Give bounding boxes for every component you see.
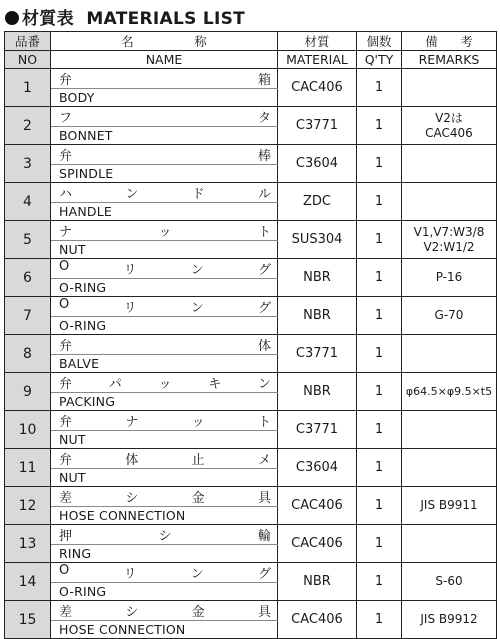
material: NBR [278,563,357,601]
table-row [5,525,497,545]
remarks [402,601,497,639]
remarks [402,563,497,601]
part-name-en-cell [51,545,278,563]
remarks-line: V1,V7:W3/8 [413,224,485,239]
quantity: 1 [357,221,402,259]
part-name-jp-char: フ [59,111,73,126]
quantity: 1 [357,563,402,601]
part-number: 1 [5,69,51,107]
part-number: 5 [5,221,51,259]
remarks [402,259,497,297]
part-name-jp-char: グ [257,567,271,582]
part-name-jp [51,525,278,545]
materials-table [4,31,497,639]
part-name-jp-char: ハ [59,187,73,202]
part-name-jp [51,259,278,279]
part-number: 4 [5,183,51,221]
quantity: 1 [357,259,402,297]
part-name-jp-char: キ [208,377,222,392]
part-name-jp-char: ン [190,567,204,582]
material: CAC406 [278,69,357,107]
part-name-jp-char: ッ [191,415,205,430]
remarks-line: JIS B9912 [420,612,478,626]
table-body [5,69,497,639]
table-row [5,373,497,393]
part-name-en-cell [51,355,278,373]
part-name-jp-char: 箱 [257,73,271,88]
table-row [5,221,497,241]
remarks-line: CAC406 [425,125,473,140]
part-name-en: NUT [59,432,86,447]
table-row [5,411,497,431]
part-name-jp-char: 差 [59,491,73,506]
table-row [5,259,497,279]
header-qty-en: Q'TY [357,51,402,69]
part-name-en: PACKING [59,394,116,409]
part-name-jp [51,69,278,89]
part-name-jp [51,487,278,507]
part-number: 13 [5,525,51,563]
material: C3771 [278,335,357,373]
part-name-jp-char: ト [257,415,271,430]
material: CAC406 [278,601,357,639]
part-name-en: O-RING [59,318,107,333]
part-name-jp-char: 体 [125,453,139,468]
part-name-en: O-RING [59,280,107,295]
table-row [5,601,497,621]
material: ZDC [278,183,357,221]
remarks-line: V2:W1/2 [423,239,475,254]
part-name-jp-char: 輪 [257,529,271,544]
remarks-line: S-60 [435,574,463,588]
header-material-jp: 材質 [278,32,357,51]
header-name-jp-2: 称 [194,34,207,49]
part-name-jp-char: メ [257,453,271,468]
material: C3604 [278,449,357,487]
part-name-jp-char: 具 [257,491,271,506]
quantity: 1 [357,601,402,639]
part-number: 8 [5,335,51,373]
part-number: 9 [5,373,51,411]
part-name-jp [51,449,278,469]
part-name-jp [51,221,278,241]
part-name-en: HOSE CONNECTION [59,508,186,523]
header-row-en [5,51,497,69]
part-number: 7 [5,297,51,335]
part-name-jp-char: 差 [59,605,73,620]
part-name-jp-char: ド [191,187,205,202]
part-name-jp-char: リ [123,263,137,278]
quantity: 1 [357,335,402,373]
part-name-jp [51,145,278,165]
header-remarks-jp [402,32,497,51]
header-remarks-jp-1: 備 [425,34,438,49]
part-name-jp-char: 金 [191,605,205,620]
part-name-jp-char: 弁 [59,377,73,392]
quantity: 1 [357,411,402,449]
table-row [5,145,497,165]
part-name-jp-char: O [59,297,70,312]
part-name-jp [51,411,278,431]
part-number: 6 [5,259,51,297]
part-name-jp-char: 金 [191,491,205,506]
part-name-en: BODY [59,90,95,105]
part-name-en-cell [51,279,278,297]
remarks [402,525,497,563]
part-name-en-cell [51,127,278,145]
part-name-en-cell [51,241,278,259]
part-name-jp-char: グ [257,263,271,278]
part-name-en: SPINDLE [59,166,114,181]
part-name-en-cell [51,431,278,449]
part-number: 12 [5,487,51,525]
remarks [402,145,497,183]
part-name-en-cell [51,317,278,335]
part-name-jp-char: ン [190,263,204,278]
part-name-jp-char: タ [257,111,271,126]
quantity: 1 [357,107,402,145]
part-name-jp [51,297,278,317]
part-name-jp [51,183,278,203]
part-name-jp-char: ン [257,377,271,392]
part-name-jp [51,563,278,583]
part-name-jp [51,107,278,127]
remarks [402,107,497,145]
part-name-en: HANDLE [59,204,112,219]
part-name-jp-char: ト [257,225,271,240]
quantity: 1 [357,183,402,221]
part-name-jp [51,601,278,621]
material: NBR [278,297,357,335]
quantity: 1 [357,525,402,563]
remarks [402,297,497,335]
remarks [402,183,497,221]
part-number: 3 [5,145,51,183]
part-name-jp-char: 弁 [59,73,73,88]
table-row [5,69,497,89]
part-name-jp-char: 弁 [59,453,73,468]
part-name-jp-char: ナ [125,415,139,430]
table-row [5,107,497,127]
table-row [5,183,497,203]
part-name-jp-char: シ [125,605,139,620]
part-name-en-cell [51,165,278,183]
material: C3604 [278,145,357,183]
remarks-line: P-16 [435,270,463,284]
part-name-jp-char: ン [125,187,139,202]
part-number: 10 [5,411,51,449]
part-name-en-cell [51,203,278,221]
part-number: 15 [5,601,51,639]
quantity: 1 [357,487,402,525]
part-number: 11 [5,449,51,487]
remarks-line: φ64.5×φ9.5×t5 [405,385,493,398]
part-name-en-cell [51,583,278,601]
quantity: 1 [357,145,402,183]
part-name-en-cell [51,621,278,639]
part-name-jp-char: ン [190,301,204,316]
part-name-jp-char: リ [123,301,137,316]
material: C3771 [278,411,357,449]
header-name-jp [51,32,278,51]
part-name-jp-char: ナ [59,225,73,240]
remarks [402,69,497,107]
quantity: 1 [357,373,402,411]
part-name-en-cell [51,469,278,487]
part-name-jp-char: 弁 [59,339,73,354]
part-name-en-cell [51,393,278,411]
remarks [402,487,497,525]
part-name-jp-char: グ [257,301,271,316]
part-name-jp-char: O [59,259,70,274]
part-name-jp-char: O [59,563,70,578]
part-name-jp-char: パ [108,377,122,392]
remarks-line: G-70 [434,308,464,322]
material: NBR [278,373,357,411]
table-row [5,487,497,507]
header-no-en: NO [5,51,51,69]
table-row [5,297,497,317]
part-number: 14 [5,563,51,601]
part-name-jp-char: ッ [158,225,172,240]
part-name-jp-char: 弁 [59,415,73,430]
part-name-jp-char: ル [257,187,271,202]
part-name-en: O-RING [59,584,107,599]
remarks [402,221,497,259]
remarks [402,335,497,373]
header-name-jp-1: 名 [121,34,134,49]
part-name-jp-char: 具 [257,605,271,620]
header-qty-jp: 個数 [357,32,402,51]
remarks [402,449,497,487]
part-name-jp-char: リ [123,567,137,582]
remarks-line: JIS B9911 [420,498,478,512]
part-number: 2 [5,107,51,145]
material: C3771 [278,107,357,145]
part-name-jp-char: 押 [59,529,73,544]
part-name-jp [51,373,278,393]
part-name-en: HOSE CONNECTION [59,622,186,637]
part-name-jp-char: 弁 [59,149,73,164]
remarks [402,373,497,411]
part-name-jp-char: 体 [257,339,271,354]
part-name-jp-char: シ [125,491,139,506]
part-name-jp-char: ッ [158,377,172,392]
header-remarks-en: REMARKS [402,51,497,69]
table-row [5,449,497,469]
remarks [402,411,497,449]
title-jp: 材質表 [22,9,74,29]
quantity: 1 [357,297,402,335]
title-en: MATERIALS LIST [86,9,246,29]
part-name-en: NUT [59,470,86,485]
header-row-jp [5,32,497,51]
quantity: 1 [357,69,402,107]
table-row [5,335,497,355]
part-name-en: NUT [59,242,86,257]
part-name-en: RING [59,546,92,561]
header-no-jp: 品番 [5,32,51,51]
part-name-jp [51,335,278,355]
part-name-en: BALVE [59,356,100,371]
quantity: 1 [357,449,402,487]
header-remarks-jp-2: 考 [460,34,473,49]
bullet-icon [5,11,19,25]
material: CAC406 [278,525,357,563]
part-name-en-cell [51,507,278,525]
table-row [5,563,497,583]
material: SUS304 [278,221,357,259]
part-name-jp-char: シ [158,529,172,544]
part-name-en-cell [51,89,278,107]
part-name-en: BONNET [59,128,113,143]
remarks-line: V2は [435,110,463,125]
part-name-jp-char: 止 [191,453,205,468]
material: NBR [278,259,357,297]
part-name-jp-char: 棒 [257,149,271,164]
header-material-en: MATERIAL [278,51,357,69]
material: CAC406 [278,487,357,525]
page-title [5,4,245,28]
header-name-en: NAME [51,51,278,69]
